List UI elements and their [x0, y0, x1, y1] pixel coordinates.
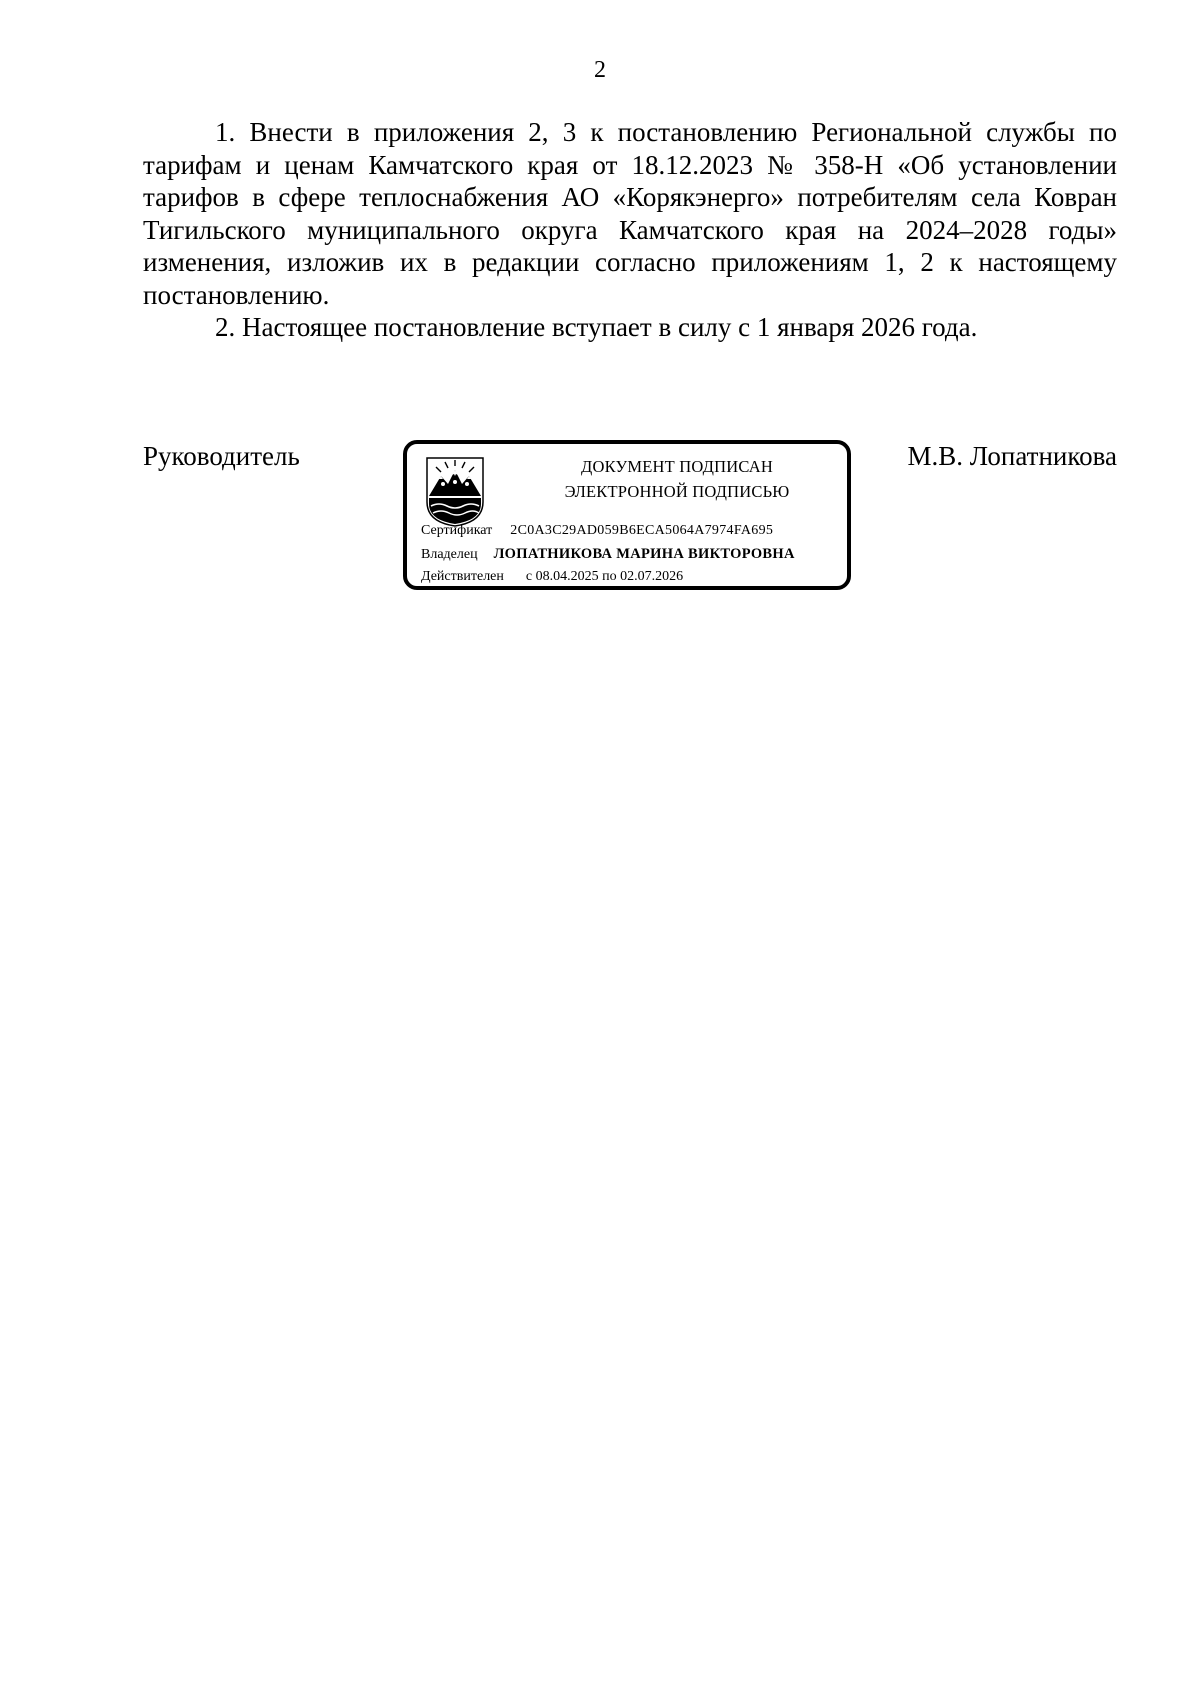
validity-value: с 08.04.2025 по 02.07.2026: [525, 569, 684, 584]
document-body: [143, 116, 1117, 344]
stamp-heading: [557, 454, 797, 504]
certificate-value: 2C0A3C29AD059B6ECA5064A7974FA695: [510, 523, 774, 538]
certificate-label: Сертификат: [421, 523, 493, 538]
owner-label: Владелец: [421, 547, 478, 562]
kamchatka-coat-of-arms-icon: [421, 452, 489, 528]
stamp-owner-row: [421, 545, 795, 564]
owner-value: ЛОПАТНИКОВА МАРИНА ВИКТОРОВНА: [493, 546, 795, 562]
stamp-heading-line-1: ДОКУМЕНТ ПОДПИСАН: [581, 457, 773, 476]
stamp-validity-row: [421, 568, 683, 586]
page-number: 2: [594, 57, 606, 83]
validity-label: Действителен: [421, 569, 504, 584]
paragraph-1: 1. Внести в приложения 2, 3 к постановлению Региональной службы по тарифам и ценам Камчатского края от 18.12.2023 № 358-Н «Об установлении тарифов в сфере теплоснабжения АО «Корякэнерго» потребителям села Ковран Тигильского муниципального округа Камчатского края на 2024–2028 годы» изменения, изложив их в редакции согласно приложениям 1, 2 к настоящему постановлению.: [143, 117, 1117, 310]
stamp-heading-line-2: ЭЛЕКТРОННОЙ ПОДПИСЬЮ: [564, 482, 790, 501]
signature-block: [143, 440, 1117, 600]
electronic-signature-stamp: [403, 440, 851, 590]
stamp-certificate-row: [421, 522, 773, 540]
paragraph-2: 2. Настоящее постановление вступает в силу с 1 января 2026 года.: [215, 312, 978, 342]
signer-position: Руководитель: [143, 441, 300, 471]
signer-name: М.В. Лопатникова: [907, 441, 1117, 471]
